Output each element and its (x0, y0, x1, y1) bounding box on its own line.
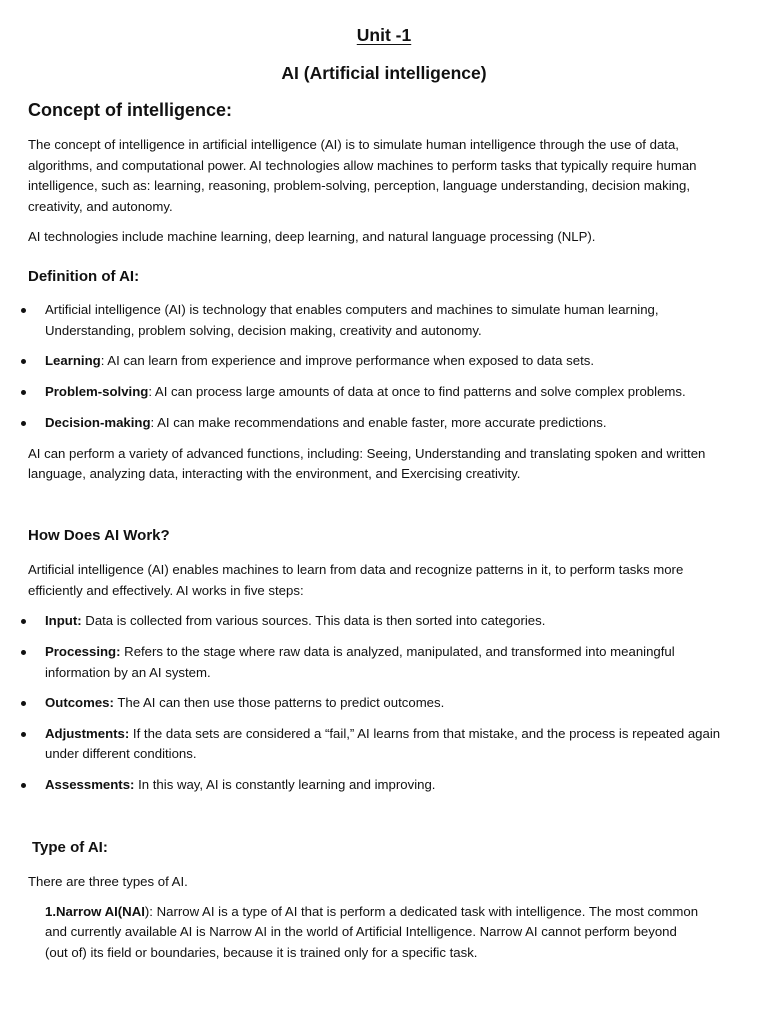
how-intro-line: efficiently and effectively. AI works in five steps: (28, 583, 304, 598)
term: 1.Narrow AI(NAI (45, 904, 145, 919)
concept-paragraph-line: creativity, and autonomy. (28, 199, 173, 214)
bullet-icon (21, 701, 26, 706)
definition-paragraph-line: AI can perform a variety of advanced functions, including: Seeing, Understanding and translating spoken and written (28, 446, 706, 461)
term: Input: (45, 613, 82, 628)
definition-heading: Definition of AI: (28, 268, 140, 285)
concept-paragraph-line: algorithms, and computational power. AI technologies allow machines to perform tasks that typically require human (28, 158, 697, 173)
definition-paragraph-line: language, analyzing data, interacting with the environment, and Exercising creativity. (28, 466, 521, 481)
term: Problem-solving (45, 384, 149, 399)
step-processing (45, 642, 675, 663)
bullet-icon (21, 359, 26, 364)
term: Decision-making (45, 415, 151, 430)
bullet-icon (21, 390, 26, 395)
bullet-icon (21, 308, 26, 313)
step-adjustments-line: under different conditions. (45, 746, 197, 761)
types-intro: There are three types of AI. (28, 874, 188, 889)
description: Refers to the stage where raw data is analyzed, manipulated, and transformed into meaningful (120, 644, 675, 659)
how-intro-line: Artificial intelligence (AI) enables machines to learn from data and recognize patterns in it, to perform tasks more (28, 562, 684, 577)
concept-heading: Concept of intelligence: (28, 100, 233, 120)
concept-paragraph-line: intelligence, such as: learning, reasoning, problem-solving, perception, language understanding, decision making, (28, 178, 690, 193)
step-assessments (45, 775, 435, 796)
definition-item-problem-solving (45, 382, 686, 403)
description: Data is collected from various sources. This data is then sorted into categories. (81, 613, 546, 628)
narrow-ai-line: and currently available AI is Narrow AI in the world of Artificial Intelligence. Narrow AI cannot perform beyond (45, 924, 677, 939)
concept-paragraph-line: The concept of intelligence in artificial intelligence (AI) is to simulate human intelligence through the use of data, (28, 137, 679, 152)
description: : AI can make recommendations and enable faster, more accurate predictions. (150, 415, 607, 430)
types-heading: Type of AI: (32, 839, 108, 856)
narrow-ai-line: (out of) its field or boundaries, because it is trained only for a specific task. (45, 945, 478, 960)
definition-item-decision-making (45, 413, 606, 434)
step-adjustments (45, 724, 720, 745)
term: Outcomes: (45, 695, 114, 710)
document-title: AI (Artificial intelligence) (281, 63, 487, 83)
bullet-icon (21, 619, 26, 624)
term: Processing: (45, 644, 121, 659)
term: Learning (45, 353, 101, 368)
description: : AI can learn from experience and improve performance when exposed to data sets. (100, 353, 595, 368)
description: : AI can process large amounts of data at once to find patterns and solve complex problems. (148, 384, 686, 399)
bullet-icon (21, 421, 26, 426)
term: Adjustments: (45, 726, 130, 741)
step-outcomes (45, 693, 444, 714)
bullet-icon (21, 783, 26, 788)
definition-item-line: Understanding, problem solving, decision making, creativity and autonomy. (45, 323, 482, 338)
unit-title: Unit -1 (356, 25, 412, 45)
definition-item-line: Artificial intelligence (AI) is technology that enables computers and machines to simulate human learning, (45, 302, 659, 317)
concept-paragraph-2: AI technologies include machine learning, deep learning, and natural language processing (NLP). (28, 229, 596, 244)
bullet-icon (21, 732, 26, 737)
bullet-icon (21, 650, 26, 655)
narrow-ai-item (45, 902, 698, 923)
how-heading: How Does AI Work? (28, 527, 170, 544)
description: In this way, AI is constantly learning and improving. (134, 777, 436, 792)
step-input (45, 611, 545, 632)
description: ): Narrow AI is a type of AI that is perform a dedicated task with intelligence. The most common (144, 904, 699, 919)
description: The AI can then use those patterns to predict outcomes. (113, 695, 445, 710)
definition-item-learning (45, 351, 594, 372)
description: If the data sets are considered a “fail,” AI learns from that mistake, and the process is repeated again (129, 726, 721, 741)
term: Assessments: (45, 777, 135, 792)
step-processing-line: information by an AI system. (45, 665, 211, 680)
